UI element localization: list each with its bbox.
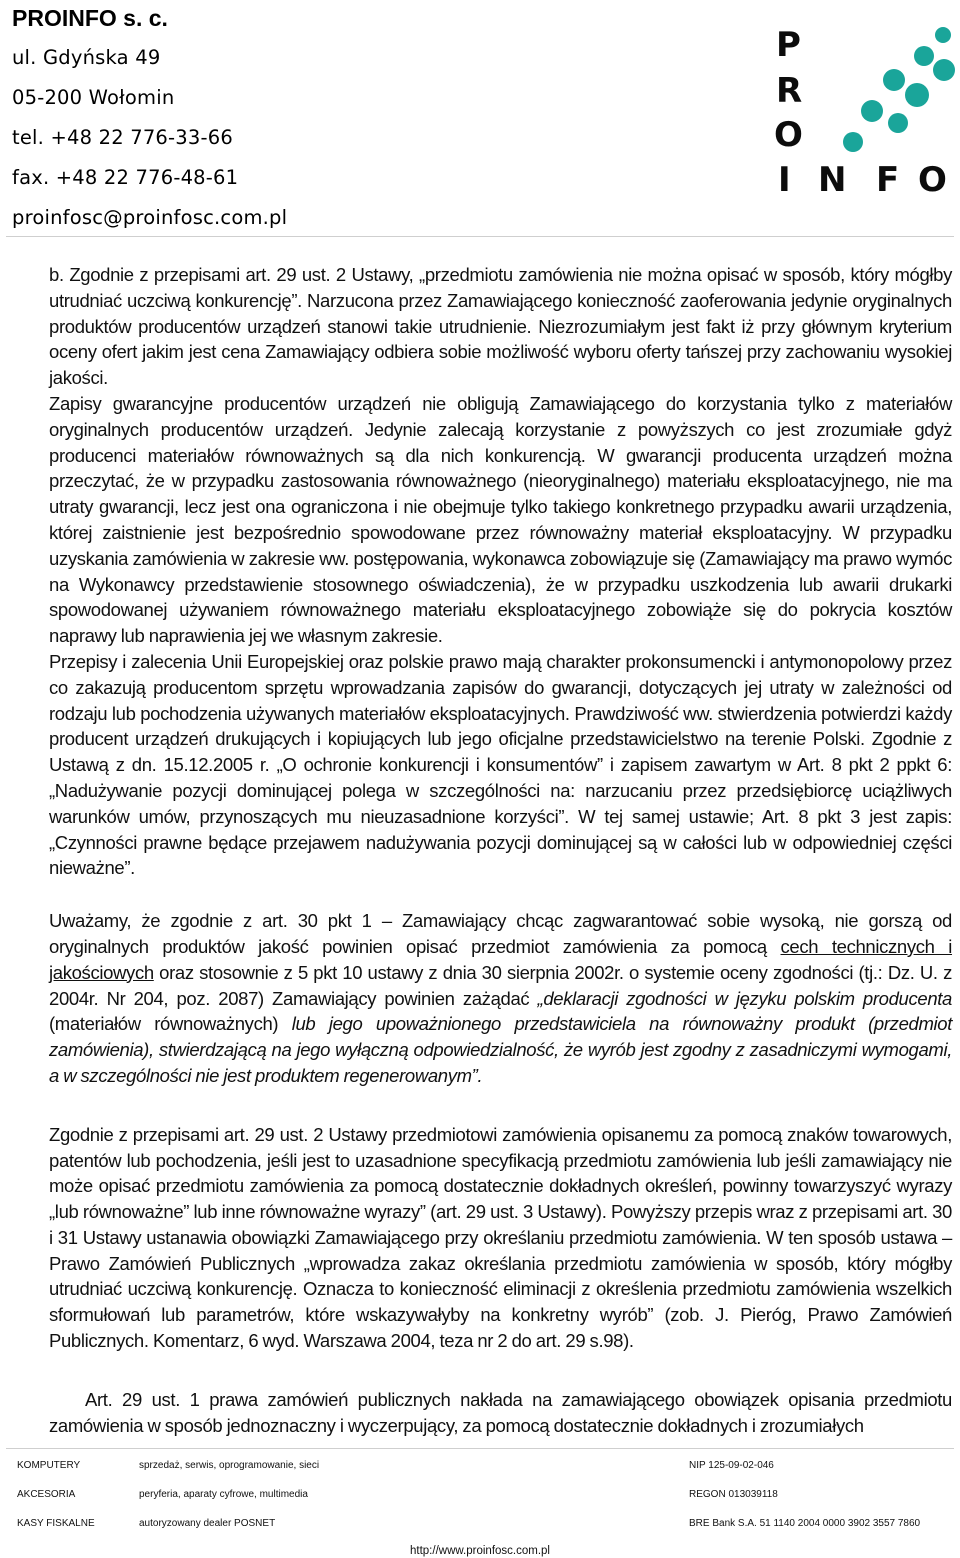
logo-letter-p: P bbox=[776, 26, 801, 65]
footer-description: peryferia, aparaty cyfrowe, multimedia bbox=[139, 1489, 308, 1500]
logo-letter-n: N bbox=[818, 160, 847, 196]
art30-text-a: Uważamy, że zgodnie z art. 30 pkt 1 – Zamawiający chcąc zagwarantować sobie wysoką, nie gorszą od oryginalnych produktów jakość powinien opisać przedmiot zamówienia za pomocą bbox=[49, 910, 952, 957]
footer-row-cash-registers bbox=[0, 1518, 960, 1532]
proinfo-logo bbox=[774, 26, 956, 196]
website-link[interactable]: http://www.proinfosc.com.pl bbox=[410, 1545, 550, 1557]
footer-regon: REGON 013039118 bbox=[689, 1489, 778, 1500]
company-block bbox=[12, 4, 287, 238]
art30-text-c: (materiałów równoważnych) bbox=[49, 1013, 292, 1035]
footer-description: sprzedaż, serwis, oprogramowanie, sieci bbox=[139, 1460, 320, 1471]
header-divider bbox=[6, 236, 954, 237]
phone-line: tel. +48 22 776-33-66 bbox=[12, 126, 233, 149]
footer-row-accessories bbox=[0, 1489, 960, 1503]
logo-letter-o: O bbox=[774, 115, 803, 155]
fax-line: fax. +48 22 776-48-61 bbox=[12, 166, 239, 189]
footer-bank-account: BRE Bank S.A. 51 1140 2004 0000 3902 3557 7860 bbox=[689, 1518, 921, 1529]
letter-body bbox=[49, 262, 952, 1438]
email-line: proinfosc@proinfosc.com.pl bbox=[12, 206, 288, 229]
art30-underlined: cech technicznych i jakościowych bbox=[49, 935, 953, 983]
footer-divider bbox=[6, 1448, 954, 1449]
art30-italic-1: „deklaracji zgodności w języku polskim producenta bbox=[537, 987, 952, 1009]
company-name: PROINFO s. c. bbox=[12, 5, 168, 31]
address-line: ul. Gdyńska 49 bbox=[12, 46, 161, 69]
footer-row-computers bbox=[0, 1460, 960, 1474]
paragraph-art-29-ust-2: Zgodnie z przepisami art. 29 ust. 2 Ustawy przedmiotowi zamówienia opisanemu za pomocą znaków towarowych, patentów lub pochodzenia, jeśli jest to uzasadnione specyfikacją przedmiotu zamówienia lub jeśli zamawiający nie może opisać przedmiotu zamówienia za pomocą dostatecznie dokładnych określeń, powinny towarzyszyć wyrazy „lub równoważne” lub inne równoważne wyrazy” (art. 29 ust. 3 Ustawy). Powyższy przepis wraz z przepisami art. 30 i 31 Ustawy ustanawia obowiązki Zamawiającego przy określaniu przedmiotu zamówienia. W ten sposób ustawa – Prawo Zamówień Publicznych „wprowadza zakaz określania przedmiotu zamówienia w sposób, który mógłby utrudniać uczciwą konkurencję. Oznacza to konieczność eliminacji z określenia przedmiotu zamówienia wszelkich sformułowań lub parametrów, które wskazywałyby na konkretny wyrób” (zob. J. Pieróg, Prawo Zamówień Publicznych. Komentarz, 6 wyd. Warszawa 2004, teza nr 2 do art. 29 s.98). bbox=[49, 1123, 952, 1352]
paragraph-eu-law: Przepisy i zalecenia Unii Europejskiej oraz polskie prawo mają charakter prokonsumencki i antymonopolowy przez co zakazują producentom sprzętu wprowadzania zapisów do gwarancji, dotyczących jej utraty w zależności od rodzaju lub pochodzenia używanych materiałów eksploatacyjnych. Prawdziwość ww. stwierdzenia potwierdzi każdy producent urządzeń drukujących i kopiujących lub jego oficjalne przedstawicielstwo na terenie Polski. Zgodnie z Ustawą z dn. 15.12.2005 r. „O ochronie konkurencji i konsumentów” i zapisem zawartym w Art. 8 pkt 2 ppkt 6: „Nadużywanie pozycji dominującej polega w szczególności na: narzucaniu przez przedsiębiorcę uciążliwych warunków umów, przynoszących mu nieuzasadnione korzyści”. W tej samej ustawie; Art. 8 pkt 3 jest zapis: „Czynności prawne będące przejawem nadużywania pozycji dominującej są w całości lub w odpowiedniej części nieważne”. bbox=[49, 650, 952, 879]
footer-category: KOMPUTERY bbox=[17, 1460, 81, 1471]
footer-category: AKCESORIA bbox=[17, 1489, 76, 1500]
art30-text-b: oraz stosownie z 5 pkt 10 ustawy z dnia 30 sierpnia 2002r. o systemie oceny zgodności (tj.: Dz. U. z 2004r. Nr 204, poz. 2087) Zamawiający powinien zażądać bbox=[49, 961, 952, 1009]
art30-italic-2: lub jego upoważnionego przedstawiciela na równoważny produkt (przedmiot zamówienia), stwierdzającą na jego wyłączną odpowiedzialność, że wyrób jest zgodny z zasadniczymi wymogami, a w szczególności nie jest produktem regenerowanym”. bbox=[49, 1013, 953, 1086]
paragraph-b: b. Zgodnie z przepisami art. 29 ust. 2 Ustawy, „przedmiotu zamówienia nie można opisać w sposób, który mógłby utrudniać uczciwą konkurencję”. Narzucona przez Zamawiającego konieczność zaoferowania jedynie oryginalnych produktów producentów urządzeń stanowi takie utrudnienie. Niezrozumiałym jest fakt iż przy głównym kryterium oceny ofert jakim jest cena Zamawiający odbiera sobie możliwość wyboru oferty tańszej przy zachowaniu wysokiej jakości. bbox=[49, 264, 952, 389]
footer-description: autoryzowany dealer POSNET bbox=[139, 1518, 276, 1529]
logo-letter-i: I bbox=[778, 160, 791, 196]
paragraph-art-29-ust-1: Art. 29 ust. 1 prawa zamówień publicznych nakłada na zamawiającego obowiązek opisania przedmiotu zamówienia w sposób jednoznaczny i wyczerpujący, za pomocą dostatecznie dokładnych i zrozumiałych bbox=[49, 1388, 952, 1436]
logo-letter-r: R bbox=[776, 71, 803, 111]
paragraph-warranty: Zapisy gwarancyjne producentów urządzeń nie obligują Zamawiającego do korzystania tylko z materiałów oryginalnych producentów urządzeń. Jedynie zalecają korzystanie z powyższych co jest zrozumiałe gdyż producenci materiałów równoważnych są dla nich konkurencją. W gwarancji producenta urządzeń można przeczytać, że w przypadku zastosowania równoważnego (nieoryginalnego) materiału eksploatacyjnego, nie ma utraty gwarancji, lecz jest ona ograniczona i nie obejmuje tylko takiego konkretnego przypadku awarii urządzenia, której zaistnienie jest bezpośrednio spowodowane przez równoważny materiał eksploatacyjny. W przypadku uzyskania zamówienia w zakresie ww. postępowania, wykonawca zobowiązuje się (Zamawiający ma prawo wymóc na Wykonawcy przedstawienie stosownego oświadczenia), że w przypadku uszkodzenia lub awarii drukarki spowodowanej używaniem równoważnego materiału eksploatacyjnego zobowiąże się do pokrycia kosztów naprawy lub naprawienia jej we własnym zakresie. bbox=[49, 392, 952, 647]
footer-nip: NIP 125-09-02-046 bbox=[689, 1460, 774, 1471]
footer-category: KASY FISKALNE bbox=[17, 1518, 95, 1529]
logo-letter-o2: O bbox=[918, 160, 947, 196]
logo-letter-f: F bbox=[876, 160, 900, 196]
logo-dots bbox=[843, 27, 955, 152]
city-line: 05-200 Wołomin bbox=[12, 86, 175, 109]
paragraph-art-30 bbox=[49, 908, 952, 1089]
